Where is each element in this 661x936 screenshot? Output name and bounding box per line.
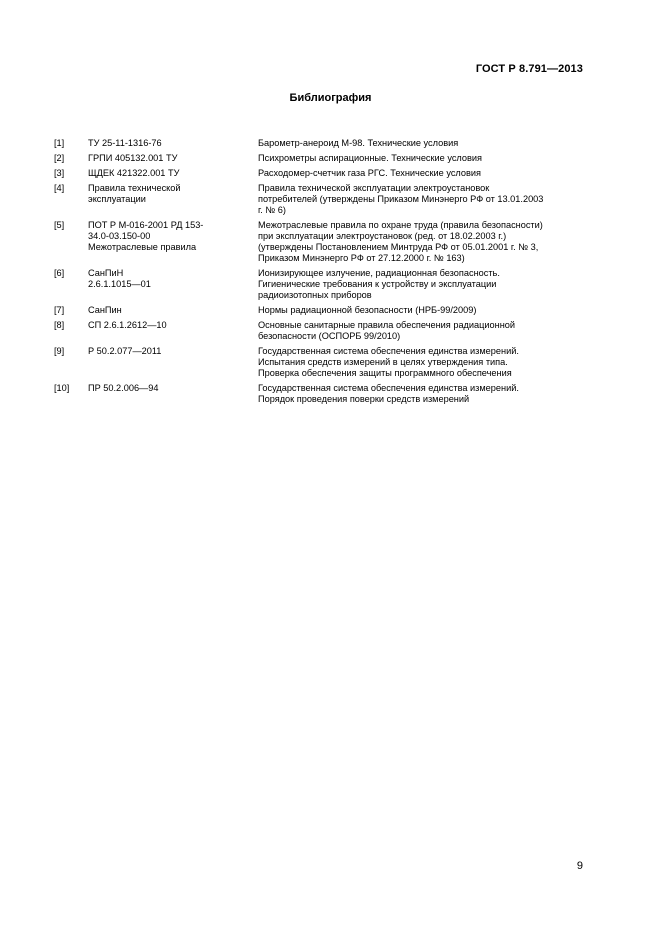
- entry-code: СП 2.6.1.2612—10: [88, 320, 167, 330]
- entry-number: [7]: [54, 305, 65, 315]
- entry-code: ЩДЕК 421322.001 ТУ: [88, 168, 180, 178]
- entry-title: Межотраслевые правила по охране труда (правила безопасности) при эксплуатации электроустановок (ред. от 18.02.2003 г.) (утверждены Постановлением Минтруда РФ от 05.01.2001 г. № 3, Приказом Минэнерго РФ от 27.12.2000 г. № 163): [258, 220, 543, 263]
- entry-title: Государственная система обеспечения единства измерений. Порядок проведения поверки средств измерений: [258, 383, 519, 404]
- document-code: ГОСТ Р 8.791—2013: [475, 63, 583, 75]
- entry-number: [3]: [54, 168, 65, 178]
- entry-code: СанПин: [88, 305, 122, 315]
- entry-code: ГРПИ 405132.001 ТУ: [88, 153, 178, 163]
- bibliography-entry: [54, 383, 584, 405]
- entry-title: Нормы радиационной безопасности (НРБ-99/2009): [258, 305, 477, 315]
- entry-code: Правила технической эксплуатации: [88, 183, 181, 204]
- entry-number: [5]: [54, 220, 65, 230]
- bibliography-entry: [54, 138, 584, 149]
- entry-title: Психрометры аспирационные. Технические условия: [258, 153, 482, 163]
- entry-title: Правила технической эксплуатации электроустановок потребителей (утверждены Приказом Минэнерго РФ от 13.01.2003 г. № 6): [258, 183, 544, 215]
- entry-code: ТУ 25-11-1316-76: [88, 138, 162, 148]
- entry-number: [9]: [54, 346, 65, 356]
- entry-number: [10]: [54, 383, 70, 393]
- entry-code: СанПиН 2.6.1.1015—01: [88, 268, 151, 289]
- bibliography-entry: [54, 320, 584, 342]
- entry-code: Р 50.2.077—2011: [88, 346, 162, 356]
- entry-title: Государственная система обеспечения единства измерений. Испытания средств измерений в целях утверждения типа. Проверка обеспечения защиты программного обеспечения: [258, 346, 519, 378]
- entry-title: Расходомер-счетчик газа РГС. Технические условия: [258, 168, 481, 178]
- entry-number: [1]: [54, 138, 65, 148]
- entry-number: [8]: [54, 320, 65, 330]
- bibliography-entry: [54, 168, 584, 179]
- entry-number: [6]: [54, 268, 65, 278]
- entry-title: Барометр-анероид М-98. Технические условия: [258, 138, 459, 148]
- bibliography-entry: [54, 346, 584, 379]
- bibliography-list: [54, 138, 584, 409]
- bibliography-entry: [54, 268, 584, 301]
- entry-title: Ионизирующее излучение, радиационная безопасность. Гигиенические требования к устройству и эксплуатации радиоизотопных приборов: [258, 268, 500, 300]
- entry-number: [2]: [54, 153, 65, 163]
- page-number: 9: [576, 860, 583, 872]
- entry-number: [4]: [54, 183, 65, 193]
- entry-code: ПР 50.2.006—94: [88, 383, 159, 393]
- entry-code: ПОТ Р М-016-2001 РД 153- 34.0-03.150-00 Межотраслевые правила: [88, 220, 204, 252]
- bibliography-entry: [54, 183, 584, 216]
- bibliography-entry: [54, 153, 584, 164]
- bibliography-entry: [54, 220, 584, 264]
- entry-title: Основные санитарные правила обеспечения радиационной безопасности (ОСПОРБ 99/2010): [258, 320, 516, 341]
- section-title: Библиография: [289, 92, 372, 104]
- bibliography-entry: [54, 305, 584, 316]
